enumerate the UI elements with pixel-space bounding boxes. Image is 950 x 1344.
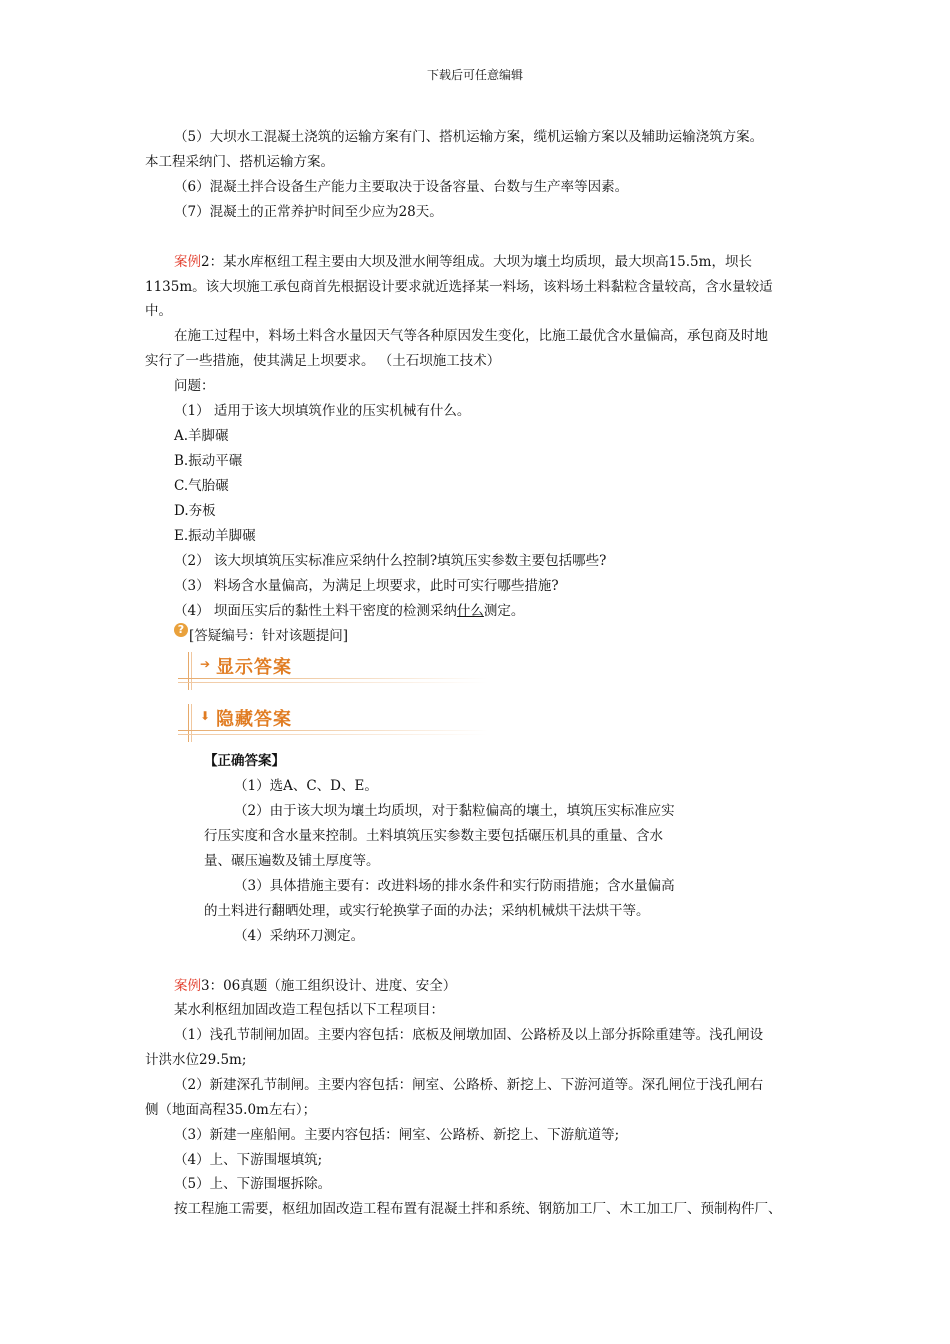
question-3: （3） 料场含水量偏高，为满足上坝要求，此时可实行哪些措施? [174,578,559,594]
case2-label: 案例 [174,254,201,270]
case3-line: 按工程施工需要，枢纽加固改造工程布置有混凝土拌和系统、钢筋加工厂、木工加工厂、预制构件厂、 [174,1201,782,1217]
q4-underlined: 什么 [456,603,484,619]
case3-line: （4）上、下游围堰填筑; [174,1152,323,1168]
case3-line: 侧（地面高程35.0m左右）； [145,1102,317,1118]
hide-answer-button[interactable] [178,704,488,744]
arrow-down-icon: ⬇ [200,709,211,723]
option-a: A.羊脚碾 [174,428,229,444]
intro-line: 本工程采纳门、搭机运输方案。 [145,154,334,170]
case2-line: 中。 [145,303,172,319]
answer-line: （3）具体措施主要有：改进料场的排水条件和实行防雨措施；含水量偏高 [234,878,675,894]
arrow-right-icon: ➔ [200,657,211,671]
answer-line: 量、碾压遍数及铺土厚度等。 [204,853,380,869]
answer-line: 行压实度和含水量来控制。土料填筑压实参数主要包括碾压机具的重量、含水 [204,828,663,844]
case3-label: 案例 [174,978,201,994]
question-2: （2） 该大坝填筑压实标准应采纳什么控制?填筑压实参数主要包括哪些? [174,553,607,569]
case3-line: （3）新建一座船闸。主要内容包括：闸室、公路桥、新挖上、下游航道等; [174,1127,620,1143]
case3-title [174,977,456,995]
case3-line: （1）浅孔节制闸加固。主要内容包括：底板及闸墩加固、公路桥及以上部分拆除重建等。浅孔闸设 [174,1027,764,1043]
answer-line: （2）由于该大坝为壤土均质坝，对于黏粒偏高的壤土，填筑压实标准应实 [234,803,675,819]
option-c: C.气胎碾 [174,478,229,494]
case3-line: 计洪水位29.5m; [145,1052,247,1068]
question-4 [174,602,524,620]
hide-answer-label: 隐藏答案 [216,709,292,730]
answer-line: 的土料进行翻晒处理，或实行轮换掌子面的办法；采纳机械烘干法烘干等。 [204,903,650,919]
case3-line: （5）上、下游围堰拆除。 [174,1176,332,1192]
intro-line: （7）混凝土的正常养护时间至少应为28天。 [174,204,443,220]
case2-title [174,253,752,271]
case2-title-text: 2：某水库枢纽工程主要由大坝及泄水闸等组成。大坝为壤土均质坝，最大坝高15.5m，坝长 [201,254,752,270]
option-b: B.振动平碾 [174,453,243,469]
intro-line: （6）混凝土拌合设备生产能力主要取决于设备容量、台数与生产率等因素。 [174,179,629,195]
case3-line: 某水利枢纽加固改造工程包括以下工程项目： [174,1002,444,1018]
question-mark-icon: ? [174,623,188,637]
case2-line: 问题： [174,378,215,394]
option-e: E.振动羊脚碾 [174,528,256,544]
case2-line: 实行了一些措施，使其满足上坝要求。 （土石坝施工技术） [145,353,501,369]
case3-title-text: 3：06真题（施工组织设计、进度、安全） [201,978,457,994]
show-answer-button[interactable] [178,652,488,692]
intro-line: （5）大坝水工混凝土浇筑的运输方案有门、搭机运输方案，缆机运输方案以及辅助运输浇筑方案。 [174,129,764,145]
page-header: 下载后可任意编辑 [426,68,523,82]
answer-line: （4）采纳环刀测定。 [234,928,365,944]
option-d: D.夯板 [174,503,216,519]
answer-line: （1）选A、C、D、E。 [234,778,378,794]
question-1: （1） 适用于该大坝填筑作业的压实机械有什么。 [174,403,471,419]
show-answer-label: 显示答案 [216,657,292,678]
case2-line: 1135m。该大坝施工承包商首先根据设计要求就近选择某一料场，该料场土料黏粒含量较高，含水量较适 [145,279,773,295]
q4-prefix: （4） 坝面压实后的黏性土料干密度的检测采纳 [174,603,457,619]
q4-suffix: 测定。 [483,603,525,619]
qa-tag-link[interactable]: [答疑编号：针对该题提问] [189,628,349,644]
case2-line: 在施工过程中，料场土料含水量因天气等各种原因发生变化，比施工最优含水量偏高，承包商及时地 [174,328,768,344]
case3-line: （2）新建深孔节制闸。主要内容包括：闸室、公路桥、新挖上、下游河道等。深孔闸位于浅孔闸右 [174,1077,764,1093]
answer-title: 【正确答案】 [204,753,285,769]
